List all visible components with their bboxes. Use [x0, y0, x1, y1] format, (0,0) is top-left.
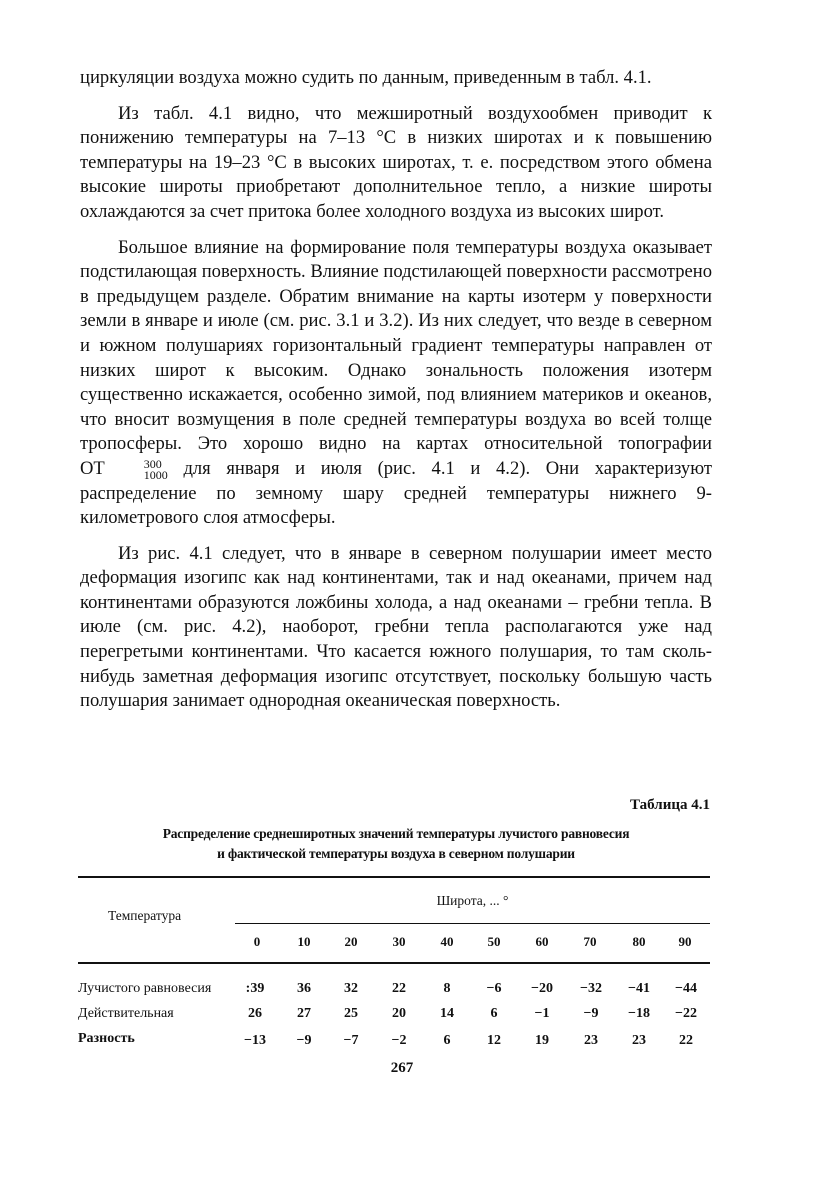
table-header-rule [235, 923, 710, 924]
table-title-line-1: Распределение среднеширотных значений температуры лучистого равновесия [162, 826, 630, 841]
table-cell: 27 [297, 1006, 311, 1021]
table-cell: −41 [628, 981, 650, 996]
table-cell: 6 [490, 1006, 498, 1021]
table-cell: −13 [244, 1033, 266, 1048]
table-cell: 22 [392, 981, 406, 996]
paragraph-underlying-surface [80, 236, 712, 531]
latitude-header-cell: 10 [297, 934, 311, 949]
latitude-header-cell: 90 [678, 934, 692, 949]
table-cell: :39 [245, 981, 265, 996]
table-cell: −9 [583, 1006, 599, 1021]
table-cell: 32 [344, 981, 358, 996]
table-cell: 8 [443, 981, 451, 996]
paragraph-underlying-surface-text-end: для января и июля (рис. 4.1 и 4.2). Они характеризуют распределение по земному шару средней температуры нижнего 9-километрового слоя атмосферы. [80, 457, 712, 529]
table-cell: −7 [343, 1033, 359, 1048]
latitude-header-cell: 0 [253, 934, 261, 949]
table-cell: 19 [535, 1033, 549, 1048]
row-label-difference: Разность [78, 1031, 135, 1046]
table-cell: 23 [584, 1033, 598, 1048]
latitude-header-cell: 40 [440, 934, 454, 949]
formula-superscript: 300 [143, 456, 162, 471]
header-temperature: Температура [108, 908, 182, 923]
formula-subscript: 1000 [143, 467, 168, 482]
latitude-header-cell: 30 [392, 934, 406, 949]
table-cell: 14 [440, 1006, 454, 1021]
table-title [80, 824, 712, 864]
table-cell: 12 [487, 1033, 501, 1048]
formula-base: ОТ [80, 457, 105, 479]
table-top-rule [78, 876, 710, 878]
table-cell: 6 [443, 1033, 451, 1048]
latitude-header-cell: 60 [535, 934, 549, 949]
table-cell: 26 [248, 1006, 262, 1021]
paragraph-underlying-surface-text: Большое влияние на формирование поля температуры воздуха оказывает подстилающая поверхность. Влияние подстилающей поверхности рассмотрено в предыдущем разделе. Обратим внимание на карты изотерм у поверхности земли в январе и июле (см. рис. 3.1 и 3.2). Из них следует, что везде в северном и южном полушариях горизонтальный градиент температуры направлен от низких широт к высоким. Однако зональность положения изотерм существенно искажается, особенно зимой, под влиянием материков и океанов, что вносит возмущения в поле средней температуры воздуха во всей толще тропосферы. Это хорошо видно на картах относительной топографии [80, 236, 712, 455]
latitude-header-cell: 20 [344, 934, 358, 949]
paragraph-continuation: циркуляции воздуха можно судить по данным, приведенным в табл. 4.1. [80, 67, 652, 88]
relative-topography-formula [80, 456, 168, 482]
table-cell: 20 [392, 1006, 406, 1021]
table-cell: 36 [297, 981, 311, 996]
paragraph-figure-4-1: Из рис. 4.1 следует, что в январе в северном полушарии имеет место деформация изогипс как над континентами, так и над океанами, причем над континентами образуются ложбины холода, а над океанами – гребни тепла. В июле (см. рис. 4.2), наоборот, гребни тепла располагаются уже над перегретыми континентами. Что касается южного полушария, то там сколь-нибудь заметная деформация изогипс отсутствует, поскольку большую часть полушария занимает однородная океаническая поверхность. [80, 542, 712, 712]
table-cell: −32 [580, 981, 602, 996]
row-label-actual: Действительная [78, 1006, 174, 1021]
page-number: 267 [390, 1060, 414, 1076]
table-cell: −1 [534, 1006, 550, 1021]
table-cell: −20 [531, 981, 553, 996]
latitude-header-cell: 80 [632, 934, 646, 949]
latitude-header-cell: 50 [487, 934, 501, 949]
table-cell: 25 [344, 1006, 358, 1021]
table-cell: −6 [486, 981, 502, 996]
table-title-line-2: и фактической температуры воздуха в северном полушарии [217, 846, 575, 861]
table-cell: −9 [296, 1033, 312, 1048]
table-cell: −2 [391, 1033, 407, 1048]
table-cell: 22 [679, 1033, 693, 1048]
row-label-radiative-equilibrium: Лучистого равновесия [78, 981, 212, 996]
table-label: Таблица 4.1 [630, 797, 710, 813]
header-latitude: Широта, ... ° [436, 893, 509, 908]
table-cell: −44 [675, 981, 697, 996]
body-text [80, 66, 712, 725]
latitude-header-cell: 70 [583, 934, 597, 949]
table-cell: 23 [632, 1033, 646, 1048]
table-body-rule [78, 962, 710, 964]
table-cell: −22 [675, 1006, 697, 1021]
paragraph-air-exchange: Из табл. 4.1 видно, что межширотный воздухообмен приводит к понижению температуры на 7–13 °С в низких широтах и к повышению температуры на 19–23 °С в высоких широтах, т. е. посредством этого обмена высокие широты приобретают дополнительное тепло, а низкие широты охлаждаются за счет притока более холодного воздуха из высоких широт. [80, 102, 712, 222]
table-cell: −18 [628, 1006, 650, 1021]
